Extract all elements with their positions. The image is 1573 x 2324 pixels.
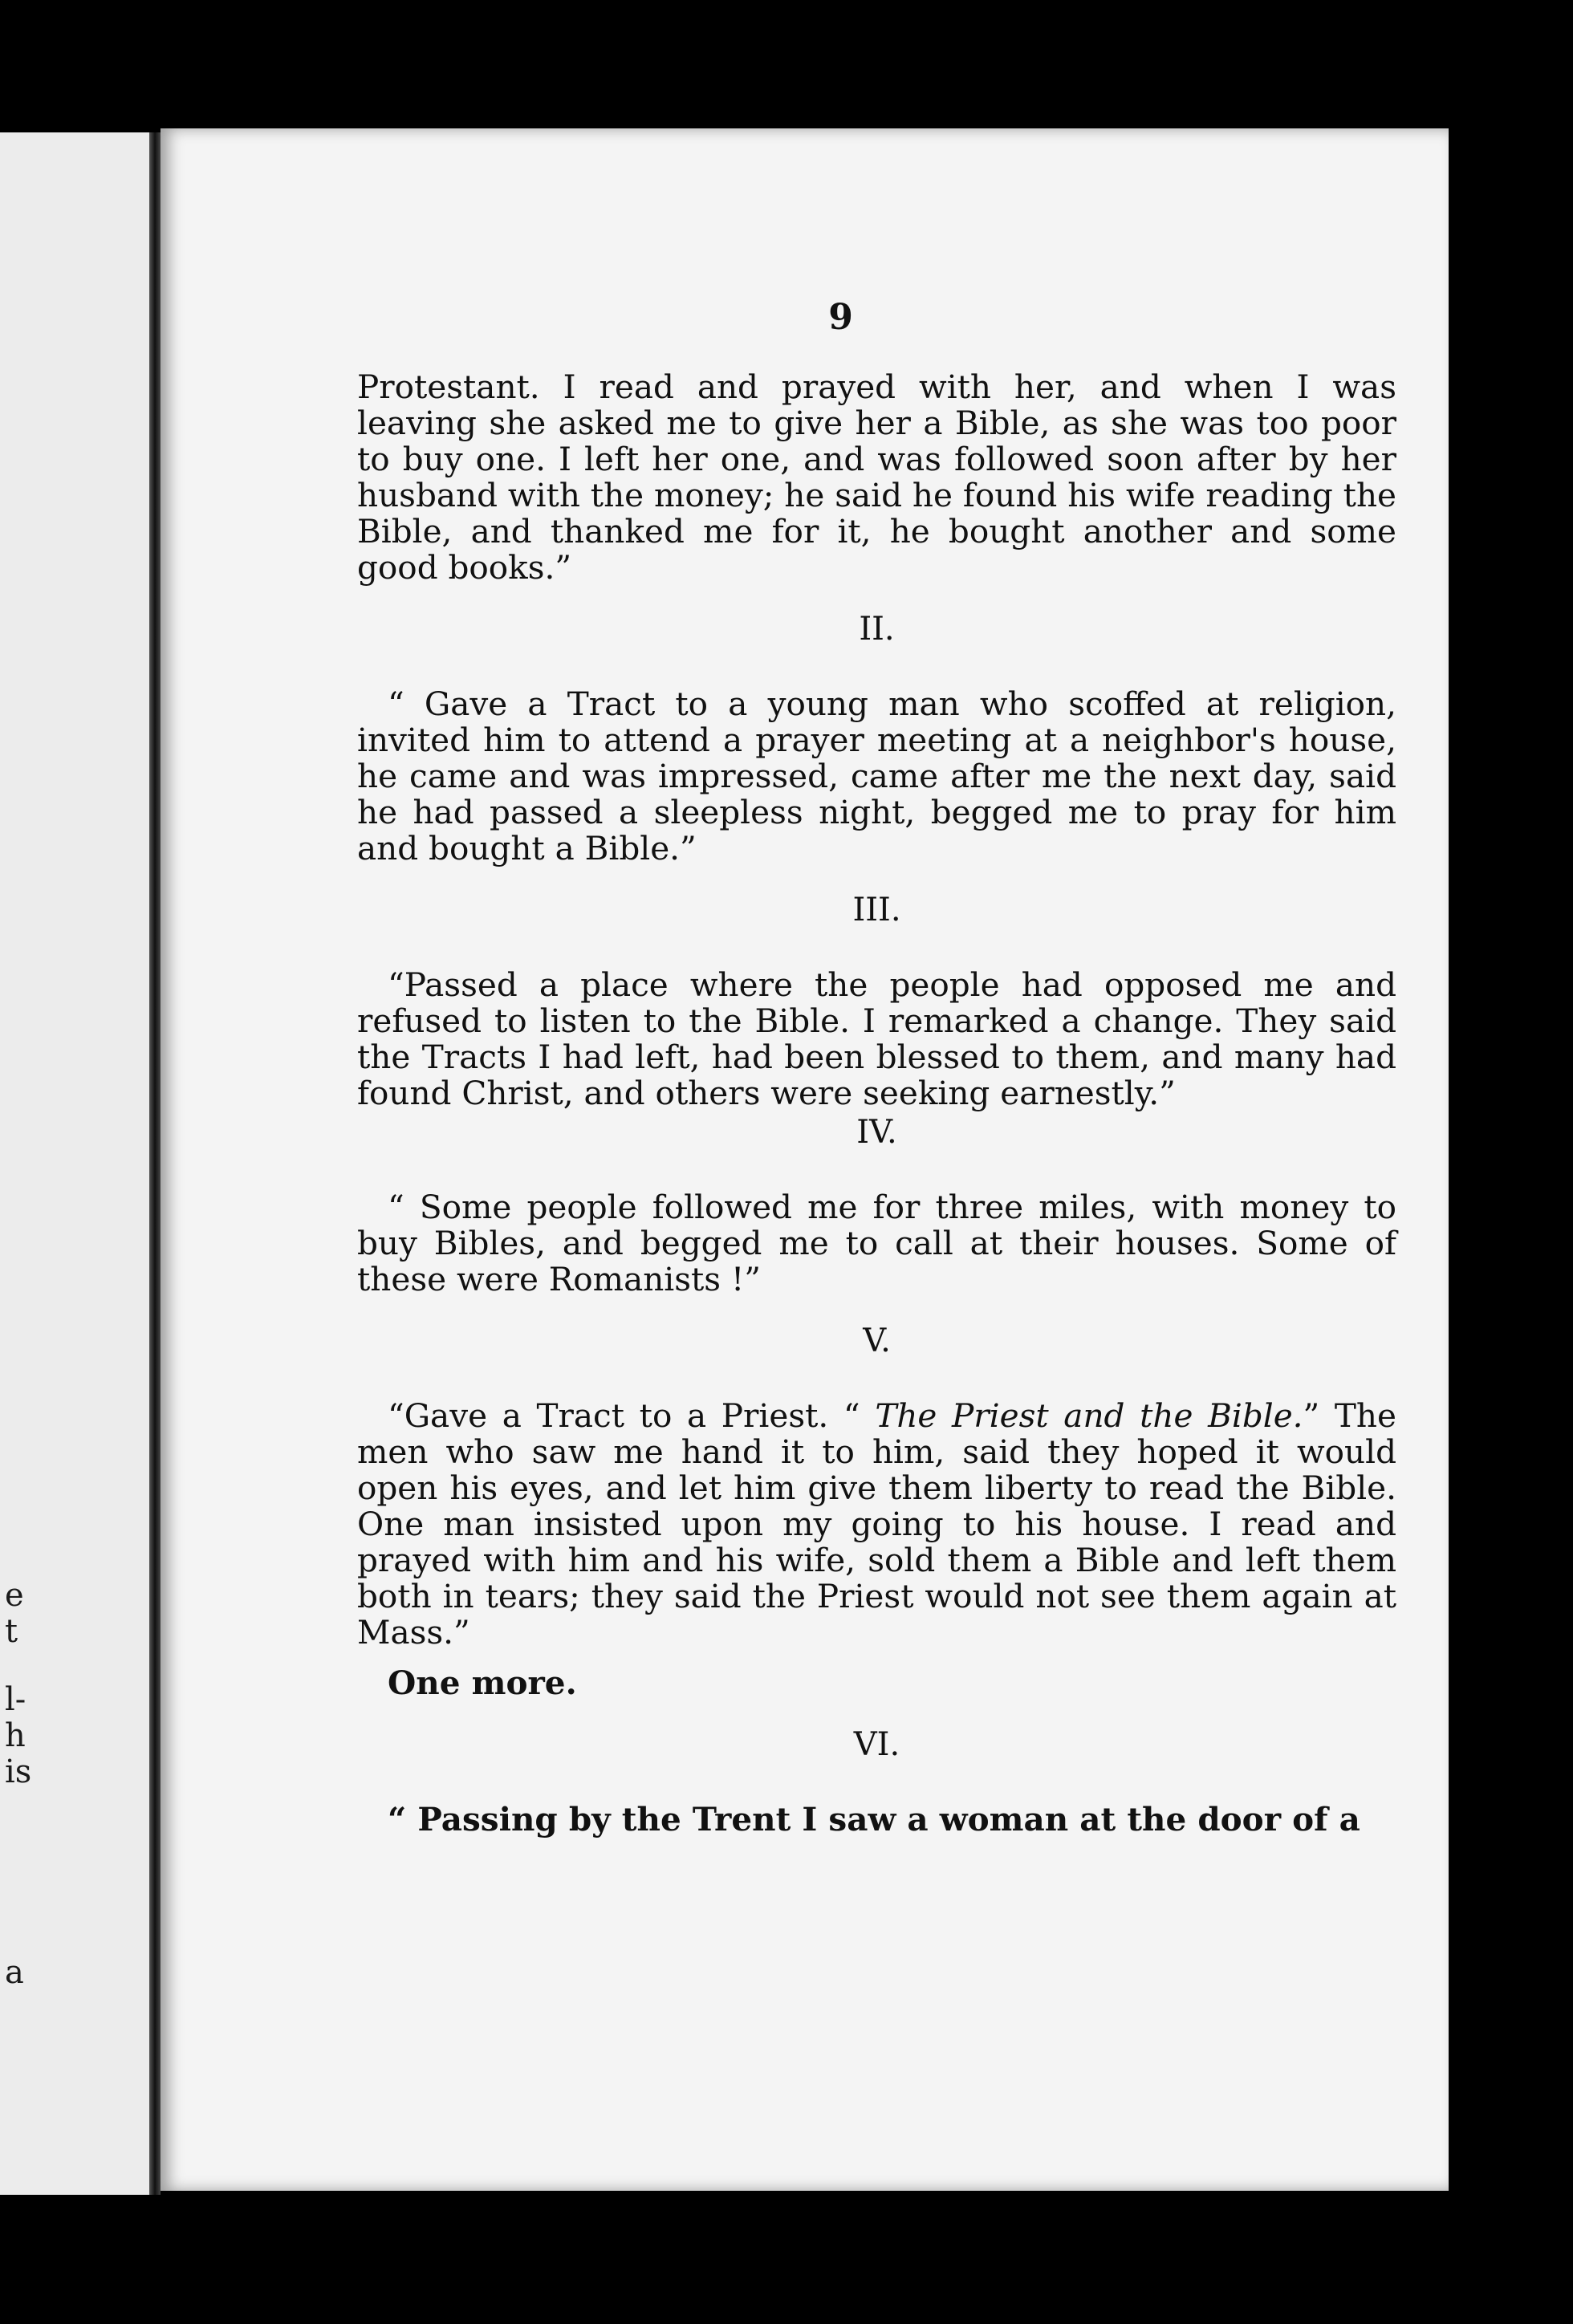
page-body: [357, 369, 1396, 1838]
margin-fragment: t: [5, 1613, 18, 1650]
paragraph-text: “Gave a Tract to a Priest. “: [388, 1396, 876, 1435]
page-number: 9: [828, 297, 853, 338]
paragraph: [357, 1398, 1396, 1651]
margin-fragment: a: [5, 1954, 24, 1991]
previous-page-edge: [0, 132, 161, 2195]
book-spine: [149, 132, 161, 2195]
section-heading: V.: [863, 1322, 891, 1359]
italic-title: The Priest and the Bible.: [875, 1396, 1303, 1435]
paragraph: “ Gave a Tract to a young man who scoffed at religion, invited him to attend a prayer meeting at a neighbor's house, he came and was impressed, came after me the next day, said he had passed a sleepless night, begged me to pray for him and bought a Bible.”: [357, 685, 1396, 867]
section-heading: II.: [859, 611, 895, 648]
section-heading: III.: [852, 892, 901, 928]
paragraph: “ Some people followed me for three miles, with money to buy Bibles, and begged me to call at their houses. Some of these were Romanists !”: [357, 1188, 1396, 1298]
section-heading: VI.: [853, 1726, 900, 1763]
margin-fragment: h: [5, 1717, 26, 1754]
paragraph-text: ” The men who saw me hand it to him, said they hoped it would open his eyes, and let him give them liberty to read the Bible. One man insisted upon my going to his house. I read and prayed with him and his wife, sold them a Bible and left them both in tears; they said the Priest would not see them again at Mass.”: [357, 1396, 1396, 1652]
paragraph: Protestant. I read and prayed with her, and when I was leaving she asked me to give her a Bible, as she was too poor to buy one. I left her one, and was followed soon after by her husband with the money; he said he found his wife reading the Bible, and thanked me for it, he bought another and some good books.”: [357, 368, 1396, 587]
section-heading: IV.: [856, 1114, 897, 1151]
paragraph: “ Passing by the Trent I saw a woman at the door of a: [388, 1800, 1360, 1838]
paragraph: “Passed a place where the people had opposed me and refused to listen to the Bible. I remarked a change. They said the Tracts I had left, had been blessed to them, and many had found Christ, and others were seeking earnestly.”: [357, 965, 1396, 1112]
margin-fragment: e: [5, 1577, 24, 1614]
margin-fragment: l-: [5, 1681, 26, 1718]
margin-fragment: is: [5, 1753, 32, 1790]
paragraph: One more.: [388, 1664, 577, 1702]
book-page: [161, 128, 1449, 2191]
